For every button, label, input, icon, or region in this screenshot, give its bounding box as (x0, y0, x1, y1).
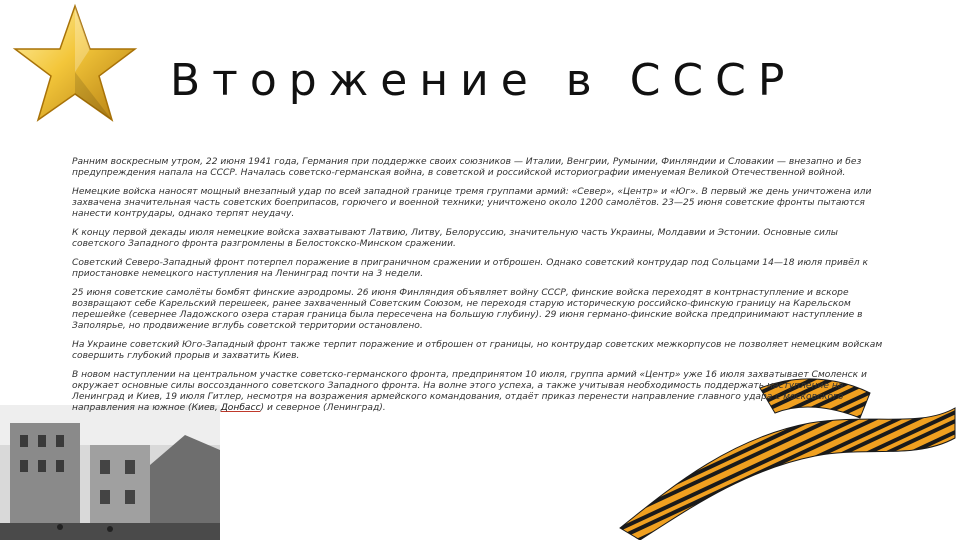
donbass-link[interactable]: Донбасс (220, 403, 261, 413)
paragraph-7-text-end: ) и северное (Ленинград). (260, 403, 386, 413)
slide-title: Вторжение в СССР (170, 55, 797, 106)
body-text (72, 157, 890, 422)
paragraph-3: К концу первой декады июля немецкие войска захватывают Латвию, Литву, Белоруссию, значительную часть Украины, Молдавии и Эстонии. Основные силы советского Западного фронта разгромлены в Белостокско-Минском сражении. (72, 228, 838, 249)
paragraph-7-text-start: В новом наступлении на центральном участке советско-германского фронта, предпринятом 10 июля, группа армий «Центр» уже 16 июля захватывает Смоленск и окружает основные силы воссозданного советского Западного фронта. На волне этого успеха, а также учитывая необходимость поддержать наступление на Ленинград и Киев, 19 июля Гитлер, несмотря на возражения армейского командования, отдаёт приказ перенести направление главного удара с московского направления на южное (Киев, (72, 370, 867, 413)
paragraph-2: Немецкие войска наносят мощный внезапный удар по всей западной границе тремя группами армий: «Север», «Центр» и «Юг». В первый же день уничтожена или захвачена значительная часть советских боеприпасов, горючего и военной техники; уничтожено около 1200 самолётов. 23—25 июня советские фронты пытаются нанести контрудары, однако терпят неудачу. (72, 187, 872, 219)
paragraph-7 (72, 370, 890, 414)
paragraph-1: Ранним воскресным утром, 22 июня 1941 года, Германия при поддержке своих союзников — Италии, Венгрии, Румынии, Финляндии и Словакии — внезапно и без предупреждения напала на СССР. Началась советско-германская война, в советской и российской историографии именуемая Великой Отечественной войной. (72, 157, 862, 178)
paragraph-4: Советский Северо-Западный фронт потерпел поражение в приграничном сражении и отброшен. Однако советский контрудар под Сольцами 14—18 июля привёл к приостановке немецкого наступления на Ленинград почти на 3 недели. (72, 258, 868, 279)
paragraph-6: На Украине советский Юго-Западный фронт также терпит поражение и отброшен от границы, но контрудар советских межкорпусов не позволяет немецким войскам совершить глубокий прорыв и захватить Киев. (72, 340, 883, 361)
paragraph-5: 25 июня советские самолёты бомбят финские аэродромы. 26 июня Финляндия объявляет войну СССР, финские войска переходят в контрнаступление и вскоре возвращают себе Карельский перешеек, ранее захваченный Советским Союзом, не переходя старую историческую российско-финскую границу на Карельском перешейке (севернее Ладожского озера старая граница была пересечена на большую глубину). 29 июня германо-финские войска предпринимают наступление в Заполярье, но продвижение вглубь советской территории остановлено. (72, 288, 863, 331)
gold-star-icon (10, 2, 140, 127)
war-ruins-photo (0, 405, 220, 540)
